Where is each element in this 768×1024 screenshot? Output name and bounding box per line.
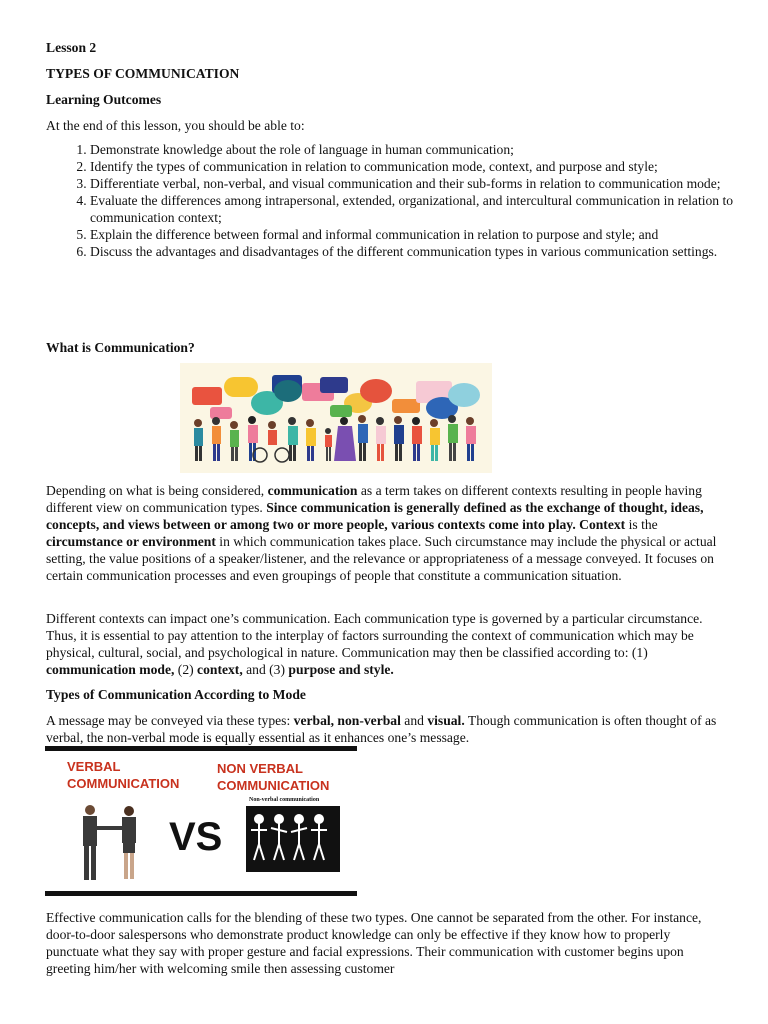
nonverbal-small-caption: Non-verbal communication (249, 797, 320, 803)
skeleton-gestures-panel (246, 797, 340, 872)
outcome-item: 6. Discuss the advantages and disadvantages of the different communication types in various communication settings. (90, 243, 768, 260)
paragraph-modes: A message may be conveyed via these types: verbal, non-verbal and visual. Though communication is often thought of as verbal, the non-verbal mode is equally essential as it enhances one’s message. (46, 713, 717, 745)
outcome-item: 5. Explain the difference between formal and informal communication in relation to purpose and style; and (90, 226, 768, 243)
outcome-item: 4. Evaluate the differences among intrapersonal, extended, organizational, and intercultural communication in relation to communication context; (90, 192, 768, 226)
paragraph-blending-types: Effective communication calls for the blending of these two types. One cannot be separated from the other. For instance, door-to-door salespersons who demonstrate product knowledge can only be effective if they know how to properly punctuate what they say with proper gesture and facial expressions. Their communication with customer begins upon greeting him/her with welcoming smile then assessing customer (46, 910, 702, 976)
vs-text: VS (169, 815, 223, 859)
people-speech-bubbles-illustration (180, 363, 492, 473)
verbal-label-line1: VERBAL (67, 759, 121, 774)
learning-outcomes-heading: Learning Outcomes (46, 92, 162, 107)
lesson-label: Lesson 2 (46, 40, 97, 55)
nonverbal-label-line2: COMMUNICATION (217, 778, 330, 793)
outcome-item: 1. Demonstrate knowledge about the role of language in human communication; (90, 141, 768, 158)
nonverbal-label-line1: NON VERBAL (217, 761, 303, 776)
verbal-vs-nonverbal-illustration (45, 746, 357, 896)
types-by-mode-heading: Types of Communication According to Mode (46, 687, 306, 702)
what-is-communication-heading: What is Communication? (46, 340, 195, 355)
outcomes-intro: At the end of this lesson, you should be able to: (46, 118, 305, 133)
lesson-title: TYPES OF COMMUNICATION (46, 66, 240, 81)
outcome-item: 2. Identify the types of communication in relation to communication mode, context, and purpose and style; (90, 158, 768, 175)
verbal-label-line2: COMMUNICATION (67, 776, 180, 791)
paragraph-communication-definition: Depending on what is being considered, communication as a term takes on different contexts resulting in people having different view on communication types. Since communication is generally defined as the exchange of thought, ideas, concepts, and views between or among two or more people, various contexts come into play. Context is the circumstance or environment in which communication takes place. Such circumstance may include the physical or actual setting, the value positions of a speaker/listener, and the relevance or appropriateness of a message conveyed. It focuses on certain communication processes and even groupings of people that constitute a communication situation. (46, 483, 717, 583)
paragraph-contexts: Different contexts can impact one’s communication. Each communication type is governed by a particular circumstance. Thus, it is essential to pay attention to the interplay of factors surrounding the context of communication which may be physical, cultural, social, and psychological in nature. Communication may then be classified according to: (1) communication mode, (2) context, and (3) purpose and style. (46, 611, 703, 677)
outcomes-list (46, 141, 768, 260)
outcome-item: 3. Differentiate verbal, non-verbal, and visual communication and their sub-forms in relation to communication mode; (90, 175, 768, 192)
